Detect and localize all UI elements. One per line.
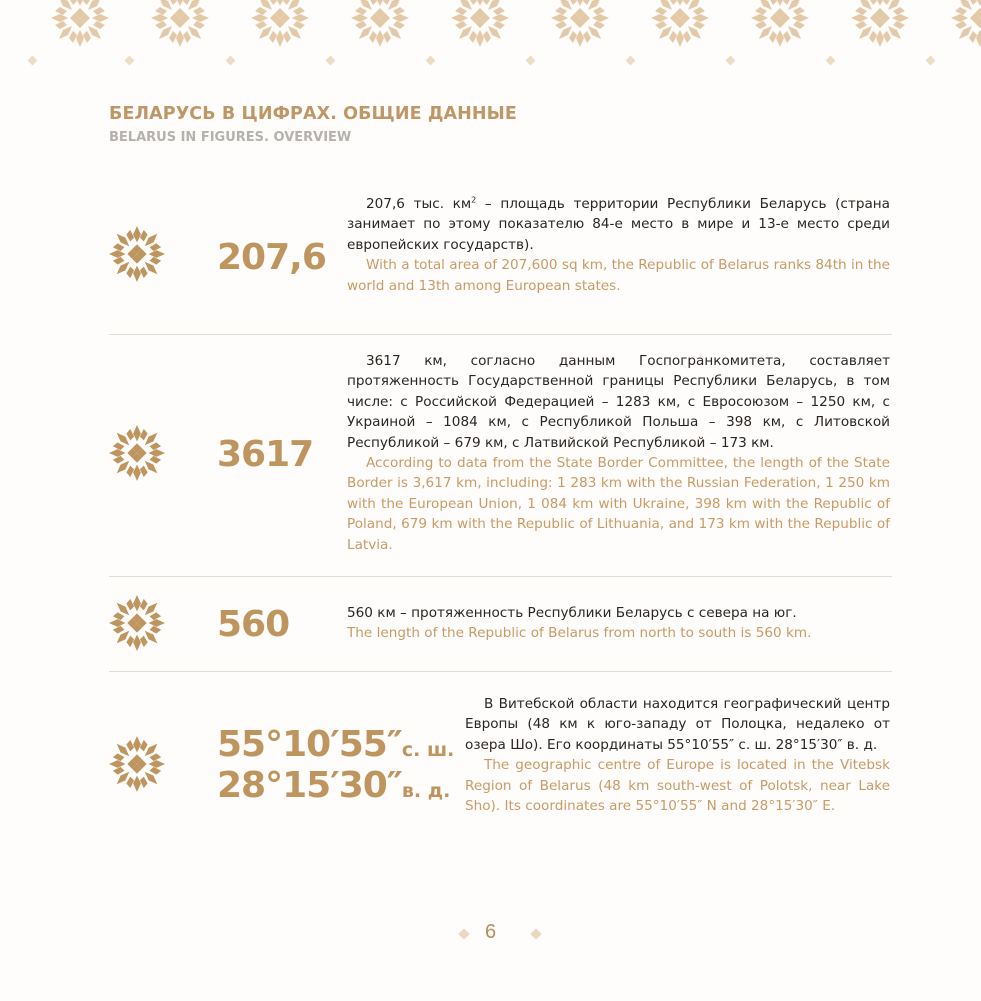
divider <box>109 576 892 577</box>
page-number: 6 <box>484 921 497 943</box>
page-title: БЕЛАРУСЬ В ЦИФРАХ. ОБЩИЕ ДАННЫЕ <box>109 104 517 124</box>
fact-text-ru: 560 км – протяженность Республики Беларусь с севера на юг. <box>347 605 797 621</box>
page-header <box>109 104 517 145</box>
top-ornament-border <box>0 0 981 68</box>
fact-figure-longitude: 28°15′30″в. д. <box>217 765 451 806</box>
fact-figure-latitude: 55°10′55″с. ш. <box>217 724 455 765</box>
fact-text-ru: 3617 км, согласно данным Госпогранкомитета, составляет протяженность Государственной границы Республики Беларусь, в том числе: с Российской Федерацией – 1283 км, с Евросоюзом – 1250 км, с Украиной – 1084 км, с Республикой Польша – 398 км, с Литовской Республикой – 679 км, с Латвийской Республикой – 173 км. <box>347 353 890 451</box>
fact-text-ru: 207,6 тыс. $км^2$ – площадь территории Республики Беларусь (страна занимает по этому показателю 84-е место в мире и 13-е место среди европейских государств). <box>347 195 890 253</box>
fact-description <box>465 694 890 816</box>
fact-text-en: With a total area of 207,600 sq km, the Republic of Belarus ranks 84th in the world and 13th among European states. <box>347 257 890 294</box>
snowflake-ornament-icon <box>108 735 166 793</box>
fact-figure: 560 <box>217 604 290 645</box>
fact-text-en: The geographic centre of Europe is located in the Vitebsk Region of Belarus (48 km south-west of Polotsk, near Lake Sho). Its coordinates are 55°10′55″ N and 28°15′30″ E. <box>465 757 890 815</box>
snowflake-ornament-icon <box>108 424 166 482</box>
page-subtitle: BELARUS IN FIGURES. OVERVIEW <box>109 130 352 145</box>
fact-figure: 3617 <box>217 434 314 475</box>
fact-text-en: According to data from the State Border Committee, the length of the State Border is 3,617 km, including: 1 283 km with the Russian Federation, 1 250 km with the European Union, 1 084 km with Ukraine, 398 km with the Republic of Poland, 679 km with the Republic of Lithuania, and 173 km with the Republic of Latvia. <box>347 455 890 553</box>
fact-text-ru: В Витебской области находится географический центр Европы (48 км к юго-западу от Полоцка, недалеко от озера Шо). Его координаты 55°10′55″ с. ш. 28°15′30″ в. д. <box>465 696 890 753</box>
snowflake-ornament-icon <box>108 225 166 283</box>
snowflake-ornament-icon <box>108 594 166 652</box>
fact-description <box>347 194 890 296</box>
fact-figure: 207,6 <box>217 237 326 278</box>
fact-text-en: The length of the Republic of Belarus from north to south is 560 km. <box>347 625 812 642</box>
divider <box>109 334 892 335</box>
fact-description <box>347 351 890 555</box>
divider <box>109 671 892 672</box>
fact-description <box>347 603 890 644</box>
